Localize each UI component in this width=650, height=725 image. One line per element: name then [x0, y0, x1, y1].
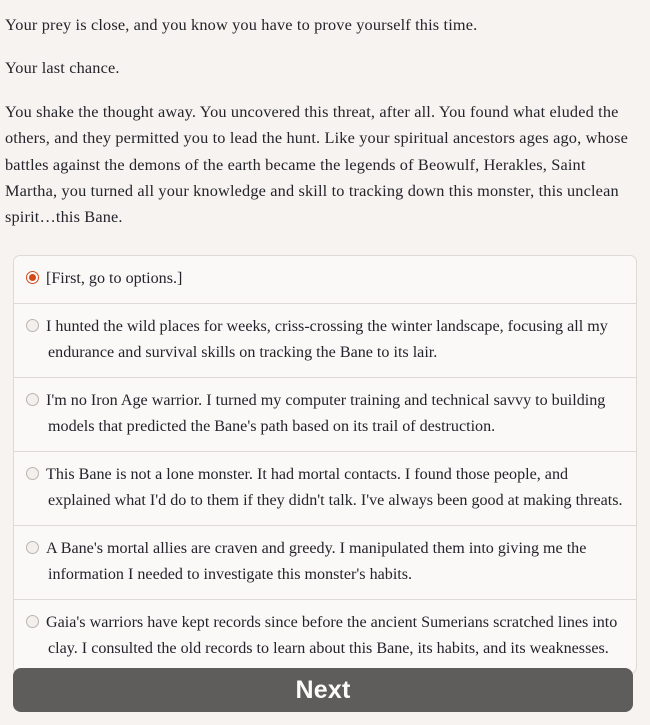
story-prose: [0, 0, 650, 231]
choice-text: I'm no Iron Age warrior. I turned my computer training and technical savvy to building models that predicted the Bane's path based on its trail of destruction.: [46, 391, 606, 435]
radio-button-icon-selected[interactable]: [26, 271, 39, 284]
choice-label-row: [26, 610, 624, 662]
choice-label-row: [26, 388, 624, 440]
choice-list: [13, 255, 637, 675]
choice-option-4[interactable]: [14, 525, 636, 599]
choice-option-2[interactable]: [14, 377, 636, 451]
next-button[interactable]: Next: [13, 668, 633, 712]
story-paragraph: Your prey is close, and you know you have to prove yourself this time.: [5, 15, 478, 34]
radio-button-icon[interactable]: [26, 393, 39, 406]
story-paragraph: You shake the thought away. You uncovered this threat, after all. You found what eluded the others, and they permitted you to lead the hunt. Like your spiritual ancestors ages ago, whose battles against the demons of the earth became the legends of Beowulf, Herakles, Saint Martha, you turned all your knowledge and skill to tracking down this monster, this unclean spirit…this Bane.: [5, 101, 628, 227]
radio-button-icon[interactable]: [26, 615, 39, 628]
choice-label-row: [26, 314, 624, 366]
choice-label-row: [26, 266, 624, 292]
choice-option-1[interactable]: [14, 303, 636, 377]
choice-text: This Bane is not a lone monster. It had mortal contacts. I found those people, and explained what I'd do to them if they didn't talk. I've always been good at making threats.: [46, 466, 623, 510]
choice-option-0[interactable]: [14, 256, 636, 303]
choice-text: Gaia's warriors have kept records since before the ancient Sumerians scratched lines into clay. I consulted the old records to learn about this Bane, its habits, and its weaknesses.: [46, 614, 618, 658]
choice-text: A Bane's mortal allies are craven and greedy. I manipulated them into giving me the information I needed to investigate this monster's habits.: [46, 540, 587, 584]
choice-label-row: [26, 462, 624, 514]
radio-button-icon[interactable]: [26, 541, 39, 554]
next-button-container: [13, 668, 633, 712]
radio-button-icon[interactable]: [26, 467, 39, 480]
choice-label-row: [26, 536, 624, 588]
story-paragraph: Your last chance.: [5, 58, 120, 78]
radio-button-icon[interactable]: [26, 319, 39, 332]
choice-option-5[interactable]: [14, 599, 636, 673]
choice-text: I hunted the wild places for weeks, criss-crossing the winter landscape, focusing all my endurance and survival skills on tracking the Bane to its lair.: [46, 317, 608, 361]
choice-option-3[interactable]: [14, 451, 636, 525]
choice-text: [First, go to options.]: [46, 269, 183, 287]
